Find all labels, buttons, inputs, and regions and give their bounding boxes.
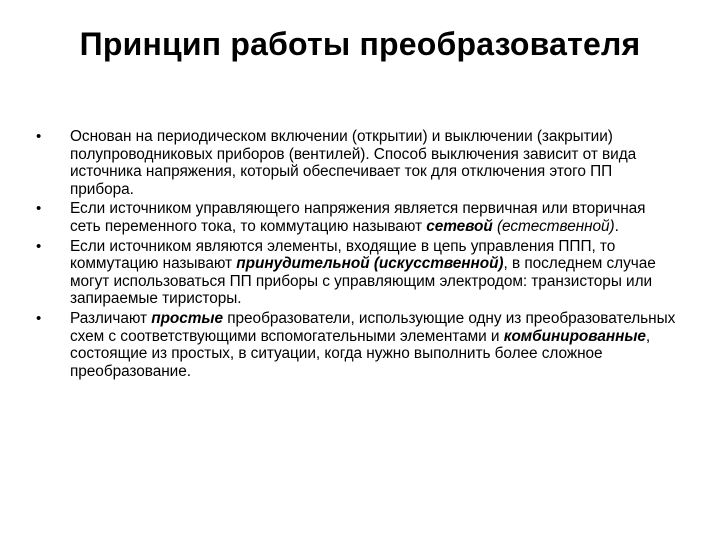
bullet-text: , в последнем случае могут использоваться ПП приборы с управляющим электродом: транзисторы или запираемые тиристоры. bbox=[70, 255, 656, 308]
bullet-item-3 bbox=[36, 238, 676, 308]
bullet-text: Если источником управляющего напряжения является первичная или вторичная сеть переменного тока, то коммутацию называют bbox=[70, 200, 646, 235]
bullet-text: , состоящие из простых, в ситуации, когда нужно выполнить более сложное преобразование. bbox=[70, 327, 651, 380]
emphasis-term-combined: комбинированные bbox=[503, 327, 646, 345]
bullet-marker: • bbox=[36, 128, 42, 145]
emphasis-term-natural: (естественной) bbox=[496, 217, 615, 235]
emphasis-term-forced: принудительной bbox=[236, 255, 370, 273]
bullet-marker: • bbox=[36, 237, 42, 255]
bullet-text: Основан на периодическом включении (открытии) и выключении (закрытии) полупроводниковых приборов (вентилей). Способ выключения зависит от вида источника напряжения, который обеспечивает ток для отключения этого ПП прибора. bbox=[70, 128, 637, 198]
bullet-text: Если источником являются элементы, входящие в цепь управления ППП, то коммутацию называют bbox=[70, 237, 616, 273]
bullet-marker: • bbox=[36, 309, 42, 327]
bullet-item-4 bbox=[36, 310, 676, 380]
emphasis-term-artificial: (искусственной) bbox=[373, 255, 504, 273]
bullet-text: преобразователи, использующие одну из преобразовательных схем с соответствующими вспомогательными элементами и bbox=[70, 309, 676, 345]
bullet-item-1 bbox=[36, 128, 676, 198]
bullet-text: . bbox=[614, 217, 619, 235]
emphasis-term-simple: простые bbox=[151, 309, 224, 327]
bullet-item-2 bbox=[36, 200, 676, 235]
bullet-text: Различают bbox=[70, 309, 152, 327]
slide-title: Принцип работы преобразователя bbox=[79, 26, 641, 62]
bullet-list bbox=[36, 128, 676, 382]
emphasis-term-network: сетевой bbox=[426, 217, 493, 235]
bullet-marker: • bbox=[36, 200, 42, 218]
